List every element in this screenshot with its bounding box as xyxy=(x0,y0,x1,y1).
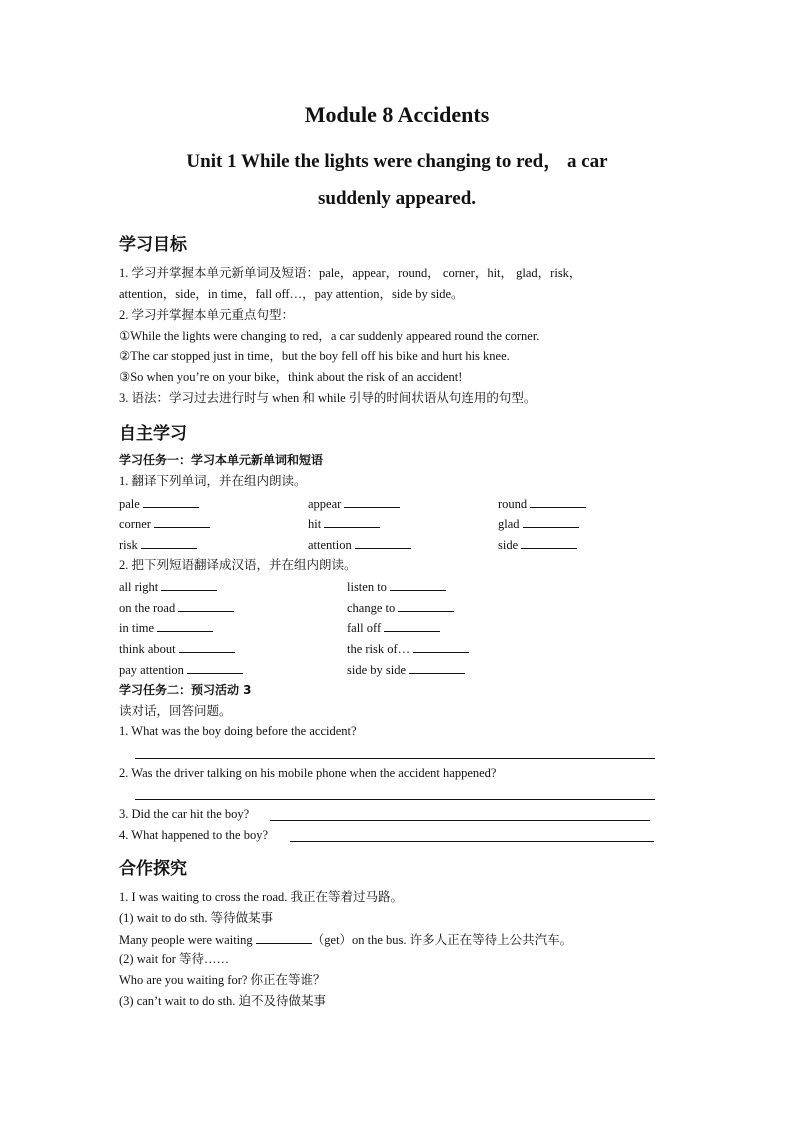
fill-blank[interactable] xyxy=(256,931,312,944)
phrase-blank[interactable] xyxy=(179,640,235,653)
phrase-item: listen to xyxy=(347,578,446,595)
explore-line: Many people were waiting （get）on the bus. 许多人正在等待上公共汽车。 xyxy=(119,933,573,947)
task2-title: 学习任务二：预习活动 3 xyxy=(119,683,252,697)
word-blank[interactable] xyxy=(355,536,411,549)
unit-title-line1: Unit 1 While the lights were changing to red， a car xyxy=(186,151,608,172)
phrase-item: pay attention xyxy=(119,661,243,678)
word-item: corner xyxy=(119,515,210,532)
phrase-blank[interactable] xyxy=(409,661,465,674)
phrase-blank[interactable] xyxy=(157,619,213,632)
module-title: Module 8 Accidents xyxy=(304,102,490,127)
task1-instruction-words: 1. 翻译下列单词，并在组内朗读。 xyxy=(119,474,307,488)
word-item: glad xyxy=(498,515,579,532)
task1-instruction-phrases: 2. 把下列短语翻译成汉语，并在组内朗读。 xyxy=(119,558,357,572)
phrase-item: the risk of… xyxy=(347,640,469,657)
answer-line[interactable] xyxy=(270,819,650,821)
word-blank[interactable] xyxy=(154,515,210,528)
word-item: appear xyxy=(308,495,400,512)
word-blank[interactable] xyxy=(141,536,197,549)
section-heading-objectives: 学习目标 xyxy=(119,235,187,255)
task2-instruction: 读对话，回答问题。 xyxy=(119,704,232,718)
word-blank[interactable] xyxy=(521,536,577,549)
word-item: risk xyxy=(119,536,197,553)
phrase-item: side by side xyxy=(347,661,465,678)
objective-line: ②The car stopped just in time，but the boy fell off his bike and hurt his knee. xyxy=(119,349,510,363)
question-3: 3. Did the car hit the boy? xyxy=(119,807,250,821)
answer-line[interactable] xyxy=(135,757,655,759)
explore-line: (1) wait to do sth. 等待做某事 xyxy=(119,911,274,925)
phrase-blank[interactable] xyxy=(187,661,243,674)
question-1: 1. What was the boy doing before the accident? xyxy=(119,724,357,738)
objective-line: 2. 学习并掌握本单元重点句型： xyxy=(119,308,295,322)
section-heading-cooperation: 合作探究 xyxy=(119,859,187,879)
phrase-item: on the road xyxy=(119,599,234,616)
objective-line: ③So when you’re on your bike，think about the risk of an accident! xyxy=(119,370,463,384)
phrase-blank[interactable] xyxy=(398,599,454,612)
phrase-item: think about xyxy=(119,640,235,657)
phrase-blank[interactable] xyxy=(413,640,469,653)
word-blank[interactable] xyxy=(523,515,579,528)
answer-line[interactable] xyxy=(290,840,654,842)
phrase-item: change to xyxy=(347,599,454,616)
explore-line: (3) can’t wait to do sth. 迫不及待做某事 xyxy=(119,994,327,1008)
question-2: 2. Was the driver talking on his mobile phone when the accident happened? xyxy=(119,766,497,780)
word-item: pale xyxy=(119,495,199,512)
objective-line: 3. 语法：学习过去进行时与 when 和 while 引导的时间状语从句连用的句型。 xyxy=(119,391,537,405)
objective-line: attention，side，in time，fall off…，pay attention，side by side。 xyxy=(119,287,464,301)
phrase-item: fall off xyxy=(347,619,440,636)
phrase-blank[interactable] xyxy=(161,578,217,591)
word-item: side xyxy=(498,536,577,553)
phrase-blank[interactable] xyxy=(178,599,234,612)
word-blank[interactable] xyxy=(530,495,586,508)
question-4: 4. What happened to the boy? xyxy=(119,828,269,842)
word-item: hit xyxy=(308,515,380,532)
word-blank[interactable] xyxy=(324,515,380,528)
explore-line: Who are you waiting for? 你正在等谁？ xyxy=(119,973,326,987)
phrase-item: in time xyxy=(119,619,213,636)
word-blank[interactable] xyxy=(143,495,199,508)
answer-line[interactable] xyxy=(135,798,655,800)
phrase-blank[interactable] xyxy=(384,619,440,632)
phrase-blank[interactable] xyxy=(390,578,446,591)
explore-line: 1. I was waiting to cross the road. 我正在等着过马路。 xyxy=(119,890,403,904)
objective-line: ①While the lights were changing to red，a car suddenly appeared round the corner. xyxy=(119,329,540,343)
unit-title-line2: suddenly appeared. xyxy=(317,188,477,209)
explore-line: (2) wait for 等待…… xyxy=(119,952,230,966)
word-blank[interactable] xyxy=(344,495,400,508)
objective-line: 1. 学习并掌握本单元新单词及短语：pale，appear，round， corner，hit， glad，risk， xyxy=(119,266,582,280)
word-item: round xyxy=(498,495,586,512)
task1-title: 学习任务一：学习本单元新单词和短语 xyxy=(119,453,324,467)
section-heading-self-study: 自主学习 xyxy=(119,424,187,444)
word-item: attention xyxy=(308,536,411,553)
phrase-item: all right xyxy=(119,578,217,595)
